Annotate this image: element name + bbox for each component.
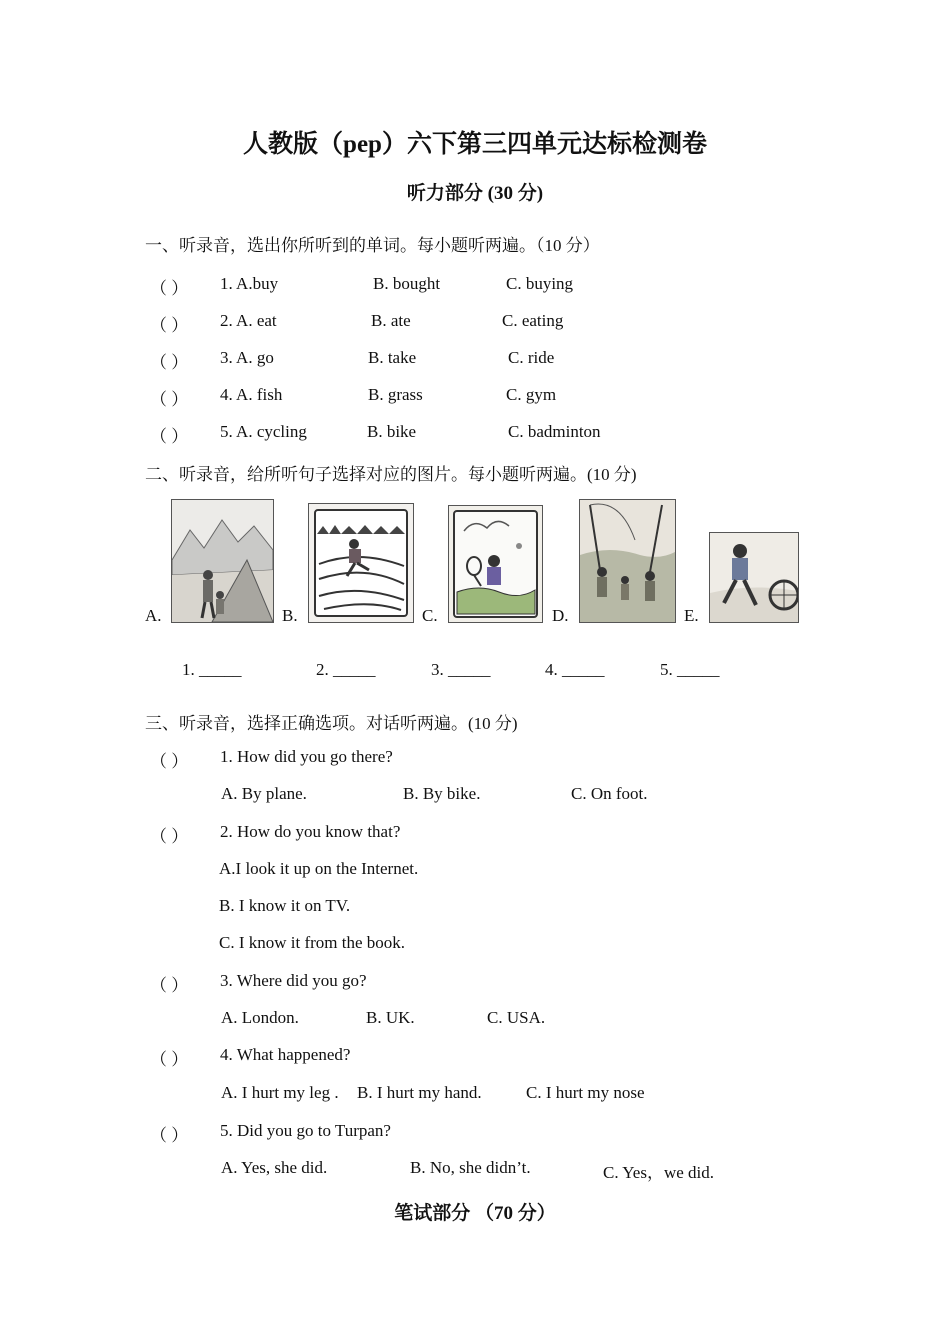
option-c: C. buying: [506, 274, 574, 293]
option-b: B. take: [368, 348, 417, 367]
option-b: B. bike: [367, 422, 417, 441]
option-c: C. gym: [506, 385, 557, 404]
option-c: C. I hurt my nose: [526, 1083, 645, 1102]
option-c: C. badminton: [508, 422, 601, 441]
picture-label: C.: [422, 606, 438, 625]
option-a: 4. A. fish: [220, 385, 283, 404]
option-b: B. grass: [368, 385, 423, 404]
question-text: 3. Where did you go?: [220, 971, 367, 990]
option-a: 3. A. go: [220, 348, 274, 367]
option-c: C. eating: [502, 311, 564, 330]
question-text: 2. How do you know that?: [220, 822, 401, 841]
option-b: B. UK.: [366, 1008, 415, 1027]
option-b: B. bought: [373, 274, 441, 293]
answer-blank[interactable]: （ ）: [150, 976, 189, 995]
answer-blank[interactable]: 2. _____: [316, 660, 376, 679]
section1-heading: 一、听录音，选出你所听到的单词。每小题听两遍。（10 分）: [145, 236, 600, 255]
option-b: B. ate: [371, 311, 411, 330]
option-b: B. I know it on TV.: [219, 896, 351, 915]
answer-blank[interactable]: （ ）: [150, 1050, 189, 1069]
option-c: C. I know it from the book.: [219, 933, 406, 952]
answer-blank[interactable]: （ ）: [150, 752, 189, 771]
question-text: 1. How did you go there?: [220, 747, 393, 766]
answer-blank[interactable]: 4. _____: [545, 660, 605, 679]
option-c: C. USA.: [487, 1008, 546, 1027]
answer-blank[interactable]: （ ）: [150, 1126, 189, 1145]
option-a: A. London.: [221, 1008, 299, 1027]
answer-blank[interactable]: （ ）: [150, 353, 189, 372]
option-c: C. Yes，we did.: [603, 1163, 714, 1182]
picture-label: B.: [282, 606, 298, 625]
option-a: A. By plane.: [221, 784, 307, 803]
fishing-picture: [579, 499, 676, 623]
badminton-player-picture: [448, 505, 543, 623]
answer-blank[interactable]: （ ）: [150, 316, 189, 335]
answer-blank[interactable]: （ ）: [150, 827, 189, 846]
ice-skater-picture: [308, 503, 414, 623]
page-title: 人教版（pep）六下第三四单元达标检测卷: [243, 131, 707, 158]
option-a: 2. A. eat: [220, 311, 277, 330]
option-b: B. I hurt my hand.: [357, 1083, 482, 1102]
fallen-cyclist-picture: [709, 532, 799, 623]
option-b: B. No, she didn’t.: [410, 1158, 531, 1177]
answer-blank[interactable]: 3. _____: [431, 660, 491, 679]
writing-heading: 笔试部分 （70 分）: [394, 1203, 556, 1224]
listening-heading: 听力部分 (30 分): [406, 183, 544, 204]
answer-blank[interactable]: 1. _____: [182, 660, 242, 679]
answer-blank[interactable]: （ ）: [150, 279, 189, 298]
option-a: A.I look it up on the Internet.: [219, 859, 419, 878]
picture-label: E.: [684, 606, 699, 625]
question-text: 5. Did you go to Turpan?: [220, 1121, 391, 1140]
picture-label: A.: [145, 606, 162, 625]
option-c: C. ride: [508, 348, 555, 367]
mountain-hikers-picture: [171, 499, 274, 623]
answer-blank[interactable]: （ ）: [150, 390, 189, 409]
option-a: A. I hurt my leg .: [221, 1083, 339, 1102]
question-text: 4. What happened?: [220, 1045, 351, 1064]
section3-heading: 三、听录音，选择正确选项。对话听两遍。(10 分): [145, 714, 518, 733]
option-b: B. By bike.: [403, 784, 481, 803]
picture-label: D.: [552, 606, 569, 625]
answer-blank[interactable]: 5. _____: [660, 660, 720, 679]
option-c: C. On foot.: [571, 784, 648, 803]
option-a: 5. A. cycling: [220, 422, 307, 441]
answer-blank[interactable]: （ ）: [150, 427, 189, 446]
option-a: A. Yes, she did.: [221, 1158, 328, 1177]
section2-heading: 二、听录音，给所听句子选择对应的图片。每小题听两遍。(10 分): [145, 465, 637, 484]
option-a: 1. A.buy: [220, 274, 279, 293]
